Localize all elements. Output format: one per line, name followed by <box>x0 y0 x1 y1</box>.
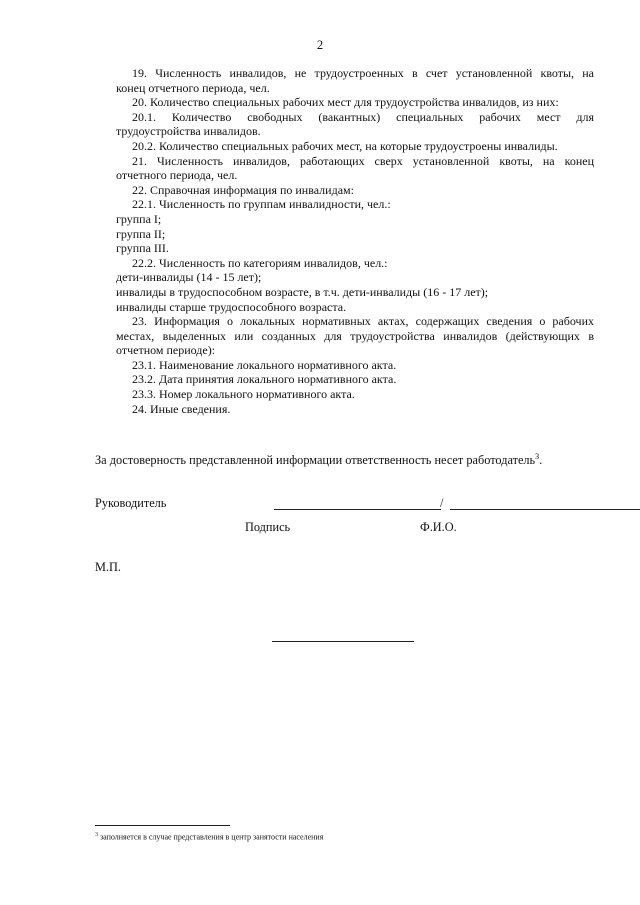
paragraph-line: 23.3. Номер локального нормативного акта. <box>132 387 355 402</box>
paragraph-line: 20. Количество специальных рабочих мест для трудоустройства инвалидов, из них: <box>132 95 559 110</box>
paragraph-line: 22.2. Численность по категориям инвалидов, чел.: <box>132 255 388 270</box>
paragraph-line: 24. Иные сведения. <box>132 401 231 416</box>
paragraph-line: трудоустройства инвалидов. <box>116 124 261 139</box>
paragraph-line: 23.2. Дата принятия локального нормативного акта. <box>132 372 397 387</box>
signature-line <box>274 509 441 510</box>
end-line <box>272 641 414 642</box>
paragraph-line: 19. Численность инвалидов, не трудоустроенных в счет установленной квоты, на <box>132 66 594 80</box>
signature-row <box>95 496 595 516</box>
signature-caption: Подпись <box>245 520 291 534</box>
responsibility-text: За достоверность представленной информации ответственность несет работодатель <box>95 453 536 468</box>
responsibility-statement <box>95 452 542 468</box>
paragraph-line: группа III. <box>116 241 169 256</box>
paragraph-line: отчетном периоде): <box>116 343 216 358</box>
stamp-label: М.П. <box>95 560 121 574</box>
paragraph-line: 23. Информация о локальных нормативных актах, содержащих сведения о рабочих <box>132 314 594 329</box>
page-number: 2 <box>316 38 324 52</box>
paragraph-line: группа II; <box>116 226 166 241</box>
paragraph-line: 23.1. Наименование локального нормативного акта. <box>132 357 397 372</box>
signature-slash: / <box>440 496 444 510</box>
signature-label: Руководитель <box>95 496 167 510</box>
paragraph-line: группа I; <box>116 211 162 226</box>
name-line <box>450 509 640 510</box>
name-caption: Ф.И.О. <box>420 520 457 534</box>
paragraph-line: 22. Справочная информация по инвалидам: <box>132 182 354 197</box>
paragraph-line: 21. Численность инвалидов, работающих сверх установленной квоты, на конец <box>132 153 594 168</box>
footnote <box>95 832 323 842</box>
paragraph-line: 20.2. Количество специальных рабочих мест, на которые трудоустроены инвалиды. <box>132 138 558 153</box>
footnote-separator <box>95 825 230 826</box>
paragraph-line: отчетного периода, чел. <box>116 168 238 183</box>
responsibility-end: . <box>539 453 543 468</box>
paragraph-line: 20.1. Количество свободных (вакантных) специальных рабочих мест для <box>132 109 594 124</box>
footnote-mark: 3 <box>95 832 98 838</box>
paragraph-line: конец отчетного периода, чел. <box>116 80 270 95</box>
paragraph-line: инвалиды в трудоспособном возрасте, в т.ч. дети-инвалиды (16 - 17 лет); <box>116 284 489 299</box>
paragraph-line: инвалиды старше трудоспособного возраста. <box>116 299 347 314</box>
footnote-reference: 3 <box>535 452 540 461</box>
paragraph-line: 22.1. Численность по группам инвалидности, чел.: <box>132 197 391 212</box>
paragraph-line: дети-инвалиды (14 - 15 лет); <box>116 270 262 285</box>
document-body <box>116 66 594 416</box>
footnote-text: заполняется в случае представления в центр занятости населения <box>98 832 324 842</box>
paragraph-line: местах, выделенных или созданных для трудоустройства инвалидов (действующих в <box>116 328 594 343</box>
